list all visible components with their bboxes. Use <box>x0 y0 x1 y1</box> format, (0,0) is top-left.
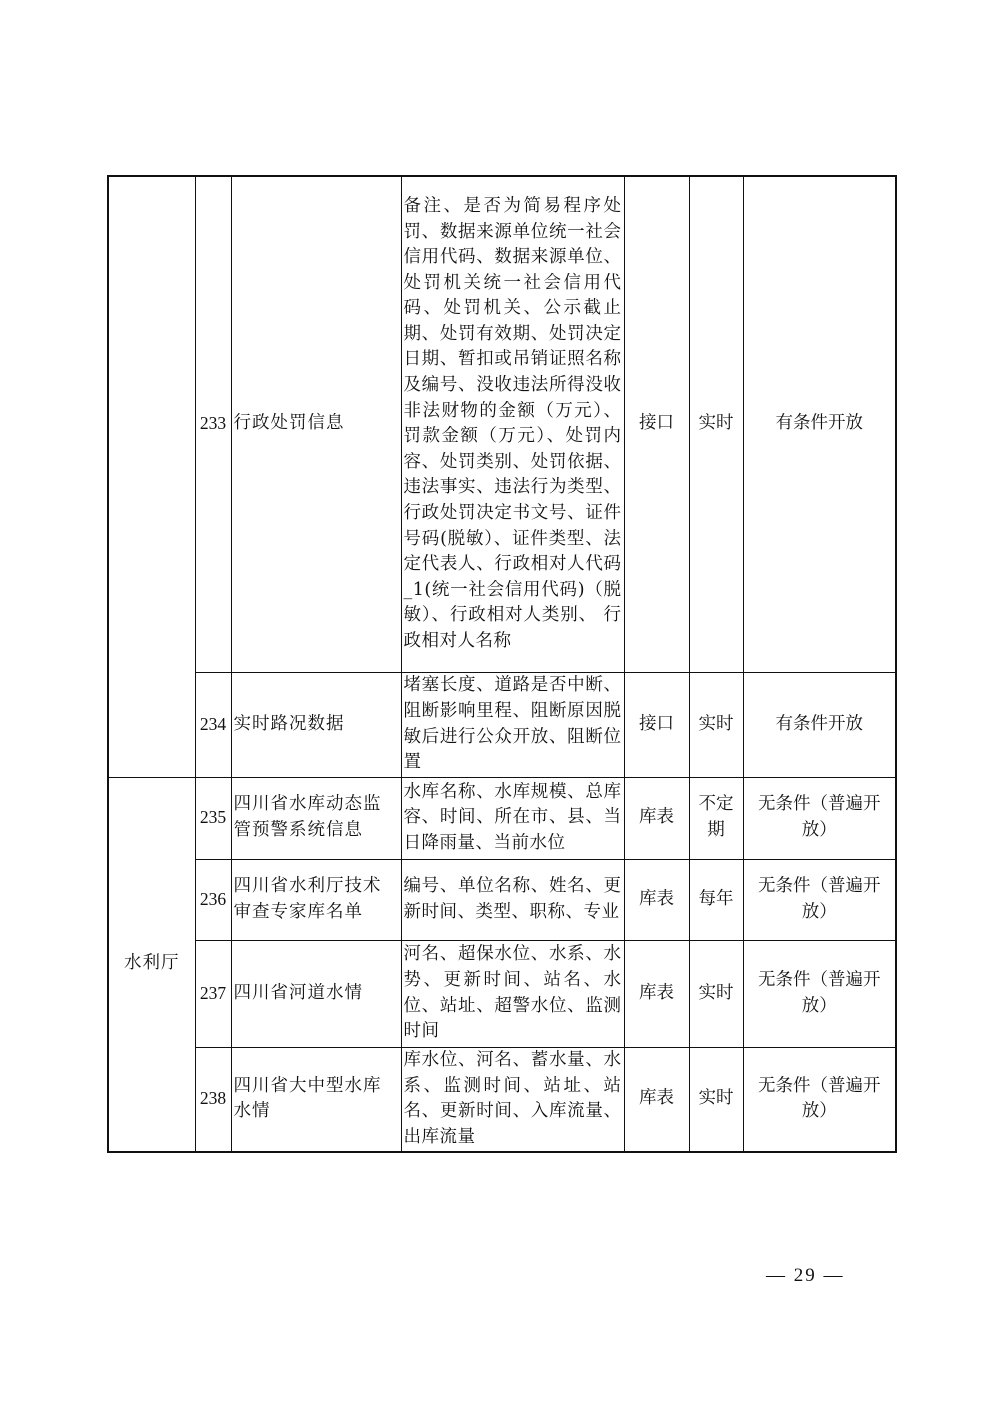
catalog-name: 四川省河道水情 <box>231 940 401 1047</box>
data-fields: 河名、超保水位、水系、水势、更新时间、站名、水位、站址、超警水位、监测时间 <box>401 940 624 1047</box>
data-fields: 水库名称、水库规模、总库容、时间、所在市、县、当日降雨量、当前水位 <box>401 777 624 859</box>
department-cell: 水利厅 <box>108 777 195 1152</box>
openness-type: 无条件（普遍开放） <box>743 777 896 859</box>
data-catalog-table <box>107 175 897 1153</box>
catalog-name: 四川省水库动态监管预警系统信息 <box>231 777 401 859</box>
catalog-name: 行政处罚信息 <box>231 176 401 672</box>
update-frequency: 实时 <box>689 940 743 1047</box>
update-frequency: 实时 <box>689 672 743 777</box>
update-frequency: 实时 <box>689 176 743 672</box>
table-row <box>108 859 896 940</box>
data-fields: 堵塞长度、道路是否中断、阻断影响里程、阻断原因脱敏后进行公众开放、阻断位置 <box>401 672 624 777</box>
row-number: 234 <box>195 672 231 777</box>
share-method: 库表 <box>624 777 689 859</box>
data-fields: 备注、是否为简易程序处罚、数据来源单位统一社会信用代码、数据来源单位、处罚机关统一社会信用代码、处罚机关、公示截止期、处罚有效期、处罚决定日期、暂扣或吊销证照名称及编号、没收违法所得没收非法财物的金额（万元）、罚款金额（万元）、处罚内容、处罚类别、处罚依据、违法事实、违法行为类型、行政处罚决定书文号、证件号码(脱敏）、证件类型、法定代表人、行政相对人代码_1(统一社会信用代码)（脱敏）、行政相对人类别、 行政相对人名称 <box>401 176 624 672</box>
openness-type: 无条件（普遍开放） <box>743 940 896 1047</box>
catalog-name: 四川省大中型水库水情 <box>231 1047 401 1152</box>
data-fields: 库水位、河名、蓄水量、水系、监测时间、站址、站名、更新时间、入库流量、出库流量 <box>401 1047 624 1152</box>
row-number: 235 <box>195 777 231 859</box>
openness-type: 有条件开放 <box>743 672 896 777</box>
share-method: 库表 <box>624 859 689 940</box>
share-method: 库表 <box>624 1047 689 1152</box>
share-method: 库表 <box>624 940 689 1047</box>
row-number: 237 <box>195 940 231 1047</box>
openness-type: 无条件（普遍开放） <box>743 1047 896 1152</box>
data-fields: 编号、单位名称、姓名、更新时间、类型、职称、专业 <box>401 859 624 940</box>
table-row <box>108 777 896 859</box>
row-number: 238 <box>195 1047 231 1152</box>
share-method: 接口 <box>624 672 689 777</box>
openness-type: 有条件开放 <box>743 176 896 672</box>
update-frequency: 每年 <box>689 859 743 940</box>
update-frequency: 不定期 <box>689 777 743 859</box>
table-row <box>108 1047 896 1152</box>
catalog-name: 四川省水利厅技术审查专家库名单 <box>231 859 401 940</box>
table-row <box>108 940 896 1047</box>
catalog-name: 实时路况数据 <box>231 672 401 777</box>
update-frequency: 实时 <box>689 1047 743 1152</box>
department-cell <box>108 176 195 777</box>
row-number: 233 <box>195 176 231 672</box>
row-number: 236 <box>195 859 231 940</box>
table-row <box>108 672 896 777</box>
share-method: 接口 <box>624 176 689 672</box>
table-row <box>108 176 896 672</box>
page-number: — 29 — <box>766 1265 845 1286</box>
openness-type: 无条件（普遍开放） <box>743 859 896 940</box>
